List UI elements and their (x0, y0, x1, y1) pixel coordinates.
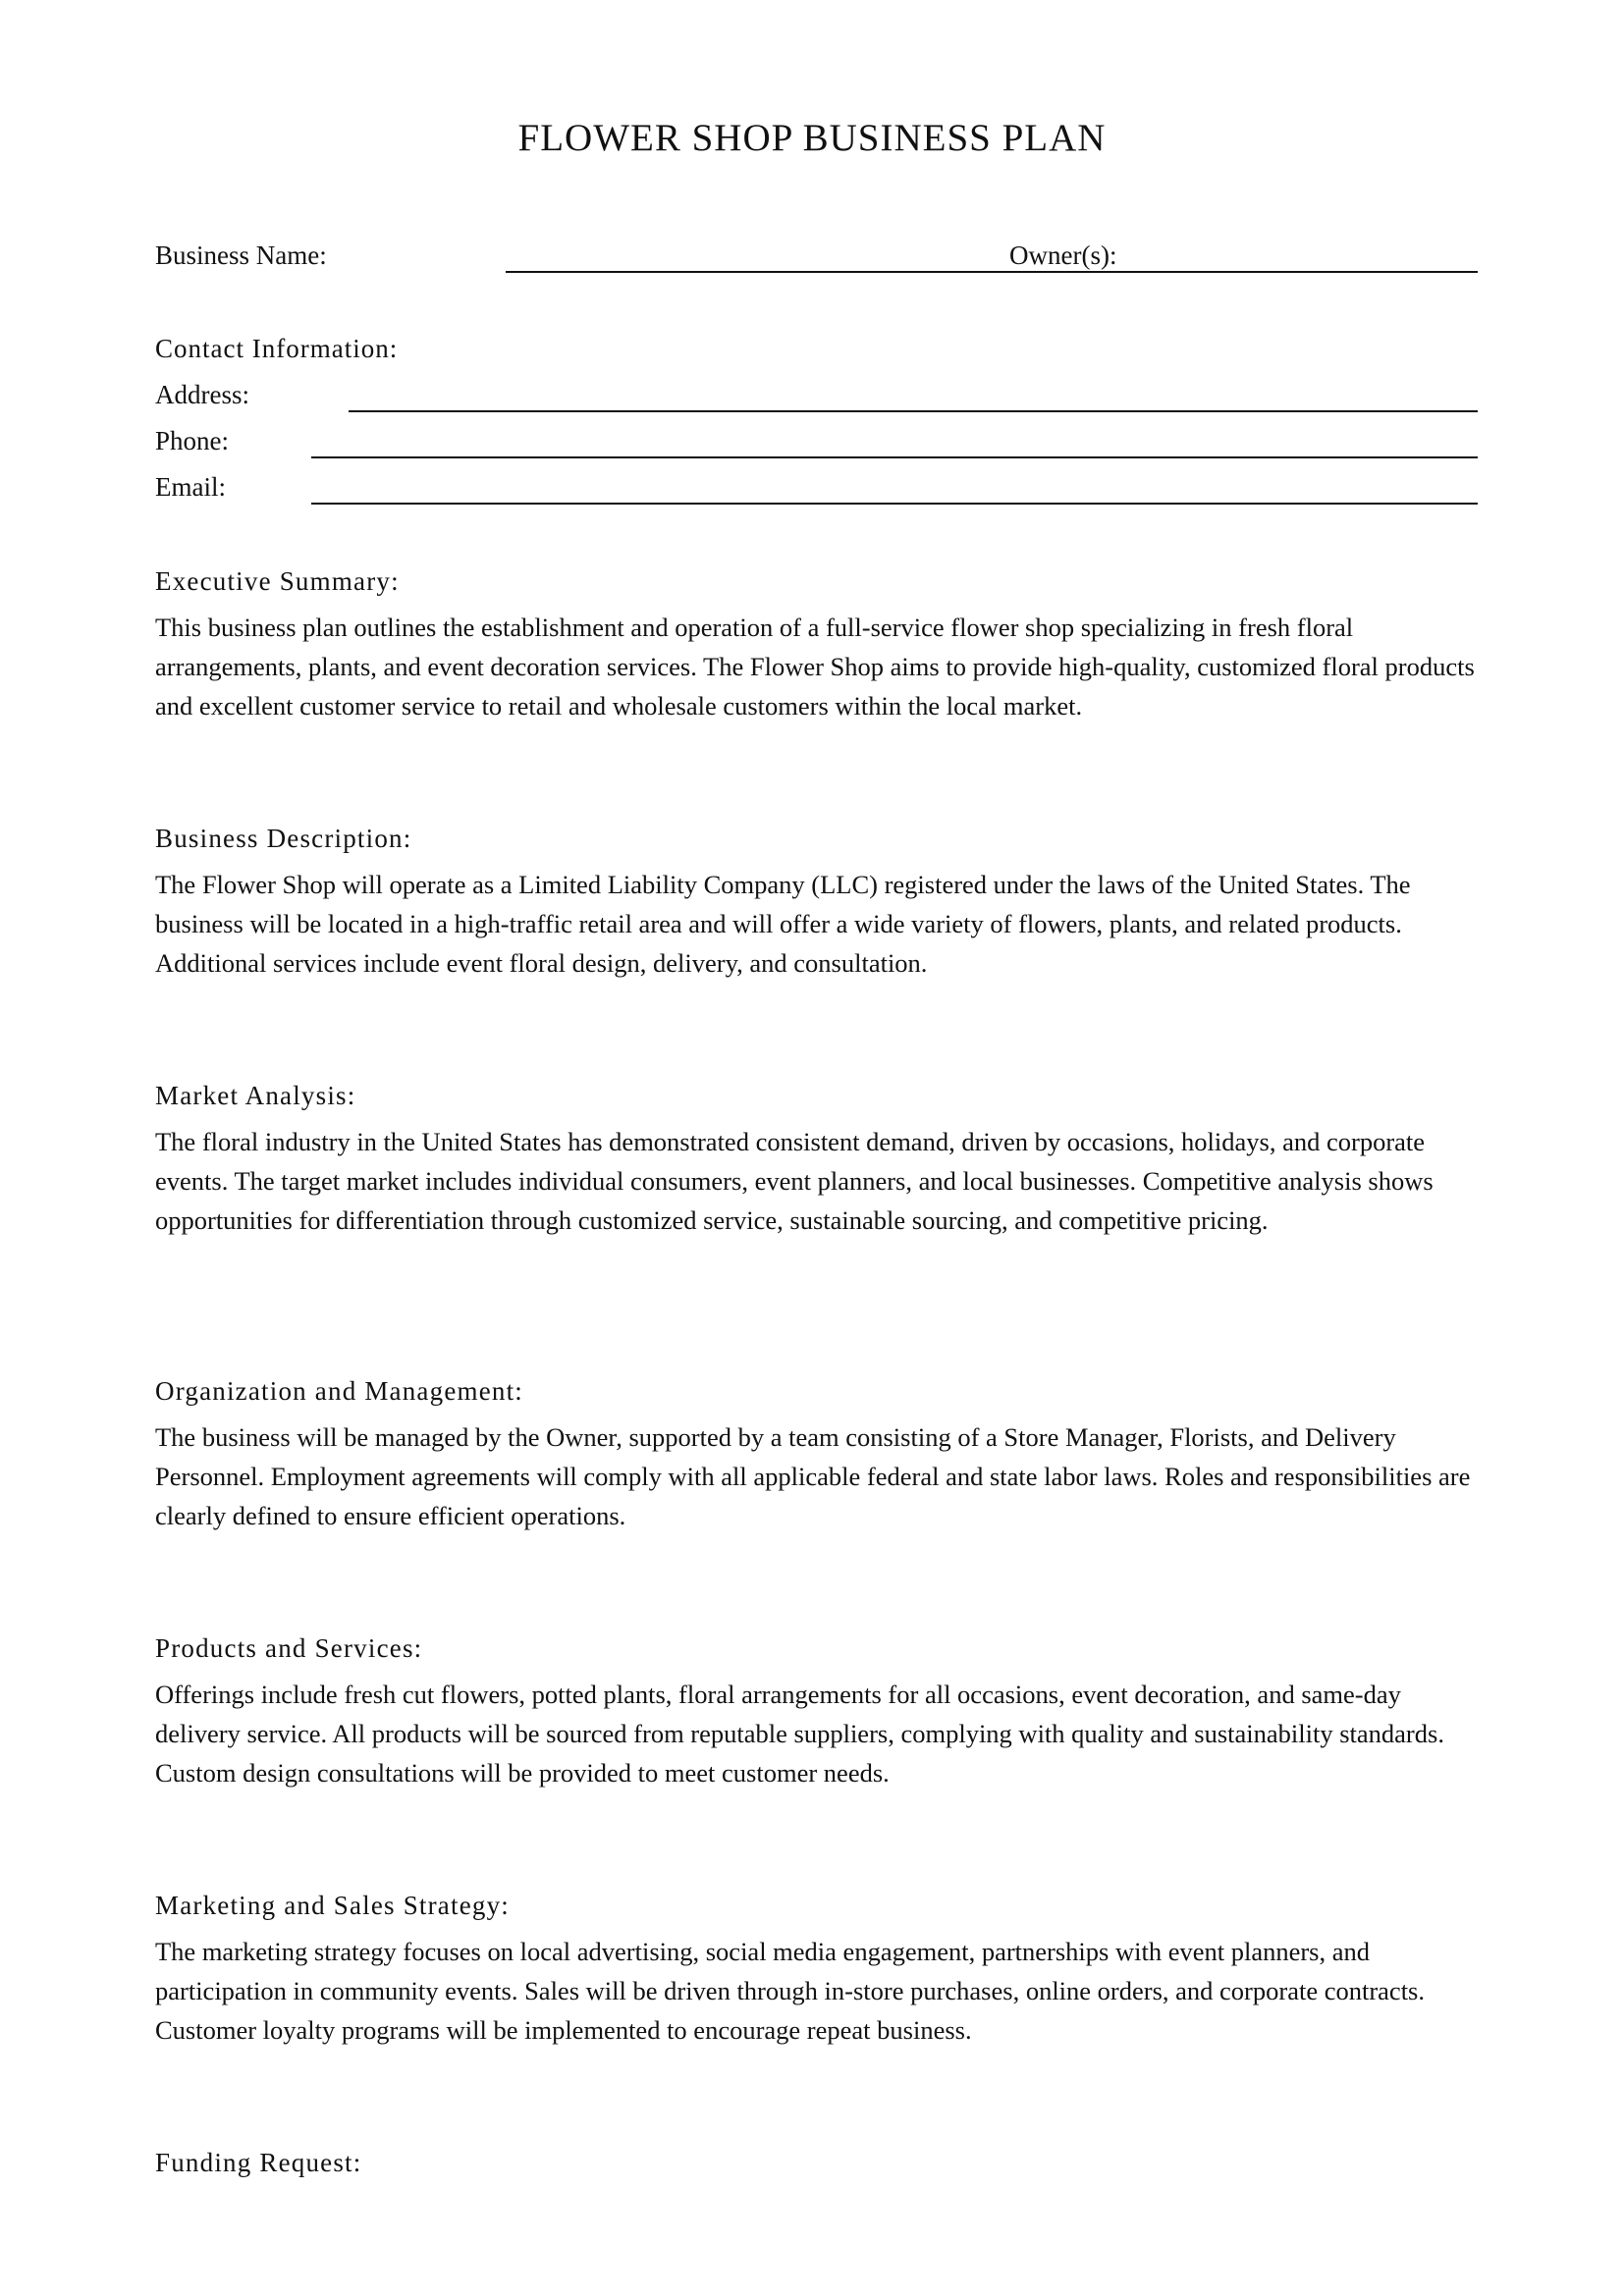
address-label: Address: (155, 380, 249, 409)
email-label: Email: (155, 472, 226, 502)
section-body-executive-summary: This business plan outlines the establishment and operation of a full-service flower shop specializing in fresh floral arrangements, plants, and event decoration services. The Flower Shop aims to provide high-quality, customized floral products and excellent customer service to retail and wholesale customers within the local market. (155, 613, 1475, 721)
section-body-business-description: The Flower Shop will operate as a Limited Liability Company (LLC) registered under the laws of the United States. The business will be located in a high-traffic retail area and will offer a wide variety of flowers, plants, and related products. Additional services include event floral design, delivery, and consultation. (155, 870, 1411, 978)
section-heading-marketing-sales: Marketing and Sales Strategy: (155, 1891, 510, 1920)
section-heading-funding-request: Funding Request: (155, 2148, 362, 2177)
business-name-field[interactable] (506, 271, 1478, 273)
phone-field[interactable] (311, 456, 1478, 458)
phone-label: Phone: (155, 426, 230, 455)
section-body-products-services: Offerings include fresh cut flowers, potted plants, floral arrangements for all occasions, event decoration, and same-day delivery service. All products will be sourced from reputable suppliers, complying with quality and sustainability standards. Custom design consultations will be provided to meet customer needs. (155, 1680, 1444, 1788)
section-body-market-analysis: The floral industry in the United States has demonstrated consistent demand, driven by occasions, holidays, and corporate events. The target market includes individual consumers, event planners, and local businesses. Competitive analysis shows opportunities for differentiation through customized service, sustainable sourcing, and competitive pricing. (155, 1127, 1434, 1235)
document-title: FLOWER SHOP BUSINESS PLAN (517, 117, 1107, 159)
business-name-label: Business Name: (155, 240, 327, 270)
section-heading-market-analysis: Market Analysis: (155, 1081, 356, 1110)
contact-heading: Contact Information: (155, 334, 399, 363)
section-heading-products-services: Products and Services: (155, 1633, 423, 1663)
section-heading-organization-management: Organization and Management: (155, 1376, 523, 1406)
section-heading-executive-summary: Executive Summary: (155, 566, 400, 596)
section-body-organization-management: The business will be managed by the Owner, supported by a team consisting of a Store Manager, Florists, and Delivery Personnel. Employment agreements will comply with all applicable federal and state labor laws. Roles and responsibilities are clearly defined to ensure efficient operations. (155, 1422, 1471, 1530)
address-field[interactable] (349, 410, 1478, 412)
section-heading-business-description: Business Description: (155, 824, 412, 853)
email-field[interactable] (311, 503, 1478, 505)
section-body-marketing-sales: The marketing strategy focuses on local advertising, social media engagement, partnerships with event planners, and participation in community events. Sales will be driven through in-store purchases, online orders, and corporate contracts. Customer loyalty programs will be implemented to encourage repeat business. (155, 1937, 1425, 2045)
owners-label: Owner(s): (1009, 240, 1117, 270)
